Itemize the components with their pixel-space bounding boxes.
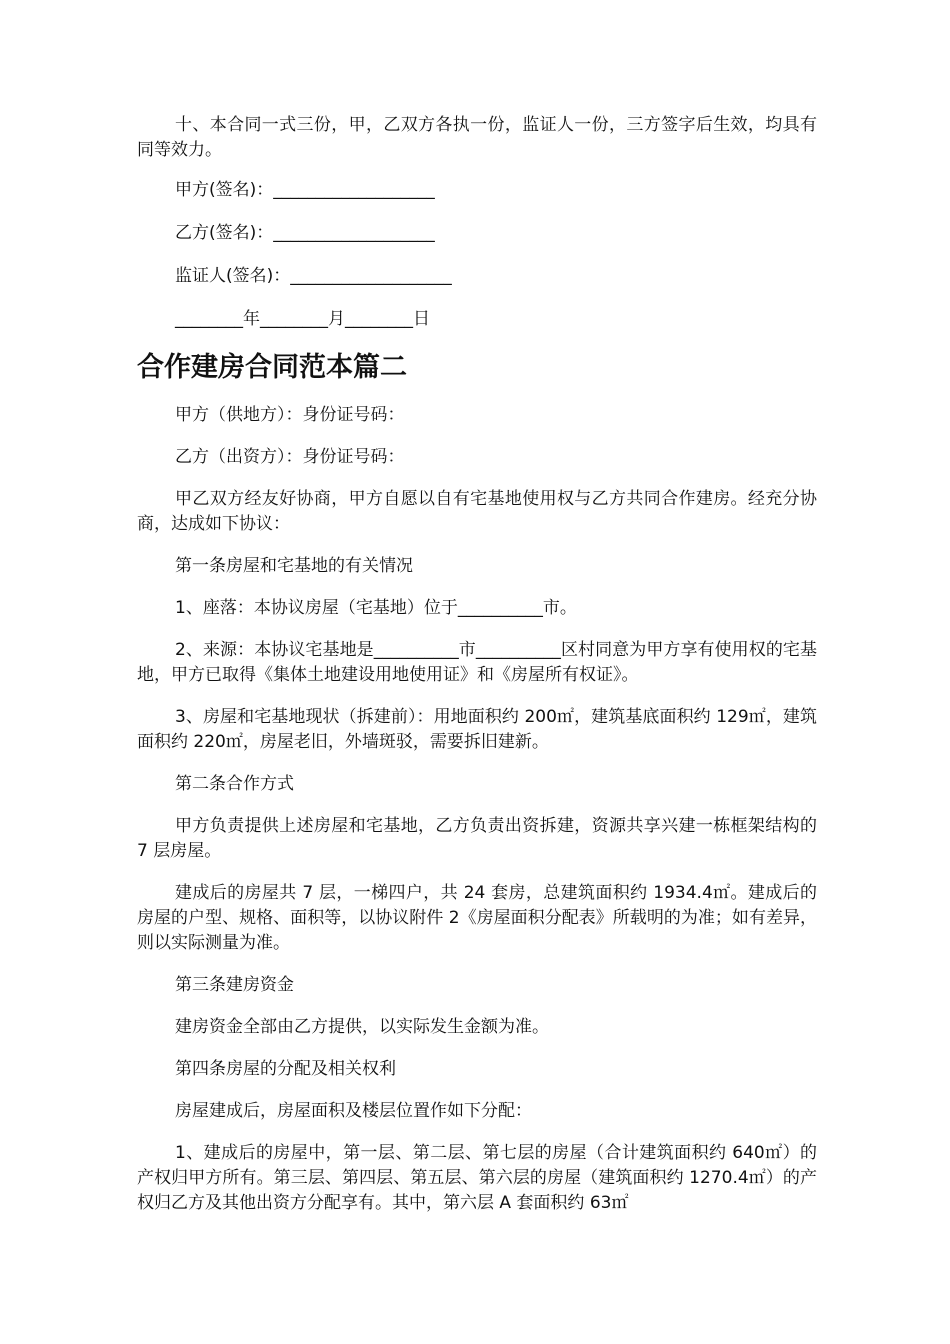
article-2-para-1: 甲方负责提供上述房屋和宅基地，乙方负责出资拆建，资源共享兴建一栋框架结构的 7 层房屋。 — [137, 816, 817, 861]
article-2-title: 第二条合作方式 — [175, 774, 294, 794]
article-1-item-1: 1、座落：本协议房屋（宅基地）位于__________市。 — [175, 598, 577, 618]
article-1-item-2: 2、来源：本协议宅基地是__________市__________区村同意为甲方享有使用权的宅基地，甲方已取得《集体土地建设用地使用证》和《房屋所有权证》。 — [137, 640, 817, 685]
article-3-para-1: 建房资金全部由乙方提供，以实际发生金额为准。 — [175, 1017, 549, 1037]
section-heading: 合作建房合同范本篇二 — [137, 352, 407, 383]
signature-party-a: 甲方(签名)：___________________ — [175, 180, 435, 200]
article-4-item-1: 1、建成后的房屋中，第一层、第二层、第七层的房屋（合计建筑面积约 640㎡）的产权归甲方所有。第三层、第四层、第五层、第六层的房屋（建筑面积约 1270.4㎡）的产权归乙方及其他出资方分配享有。其中，第六层 A 套面积约 63㎡ — [137, 1143, 817, 1213]
article-1-item-3: 3、房屋和宅基地现状（拆建前）：用地面积约 200㎡，建筑基底面积约 129㎡，建筑面积约 220㎡，房屋老旧，外墙斑驳，需要拆旧建新。 — [137, 707, 817, 752]
article-4-intro: 房屋建成后，房屋面积及楼层位置作如下分配： — [175, 1101, 532, 1121]
party-b-line: 乙方（出资方）：身份证号码： — [175, 447, 405, 467]
intro-paragraph: 甲乙双方经友好协商，甲方自愿以自有宅基地使用权与乙方共同合作建房。经充分协商，达成如下协议： — [137, 489, 817, 534]
article-2-para-2: 建成后的房屋共 7 层，一梯四户，共 24 套房，总建筑面积约 1934.4㎡。建成后的房屋的户型、规格、面积等，以协议附件 2《房屋面积分配表》所载明的为准；如有差异，则以实际测量为准。 — [137, 883, 817, 953]
document-body — [137, 113, 817, 1233]
party-a-line: 甲方（供地方）：身份证号码： — [175, 405, 405, 425]
date-line: ________年________月________日 — [175, 309, 430, 329]
signature-party-b: 乙方(签名)：___________________ — [175, 223, 435, 243]
signature-witness: 监证人(签名)：___________________ — [175, 266, 452, 286]
article-1-title: 第一条房屋和宅基地的有关情况 — [175, 556, 413, 576]
clause-ten: 十、本合同一式三份，甲，乙双方各执一份，监证人一份，三方签字后生效，均具有同等效力。 — [137, 115, 817, 160]
article-3-title: 第三条建房资金 — [175, 975, 294, 995]
article-4-title: 第四条房屋的分配及相关权利 — [175, 1059, 396, 1079]
